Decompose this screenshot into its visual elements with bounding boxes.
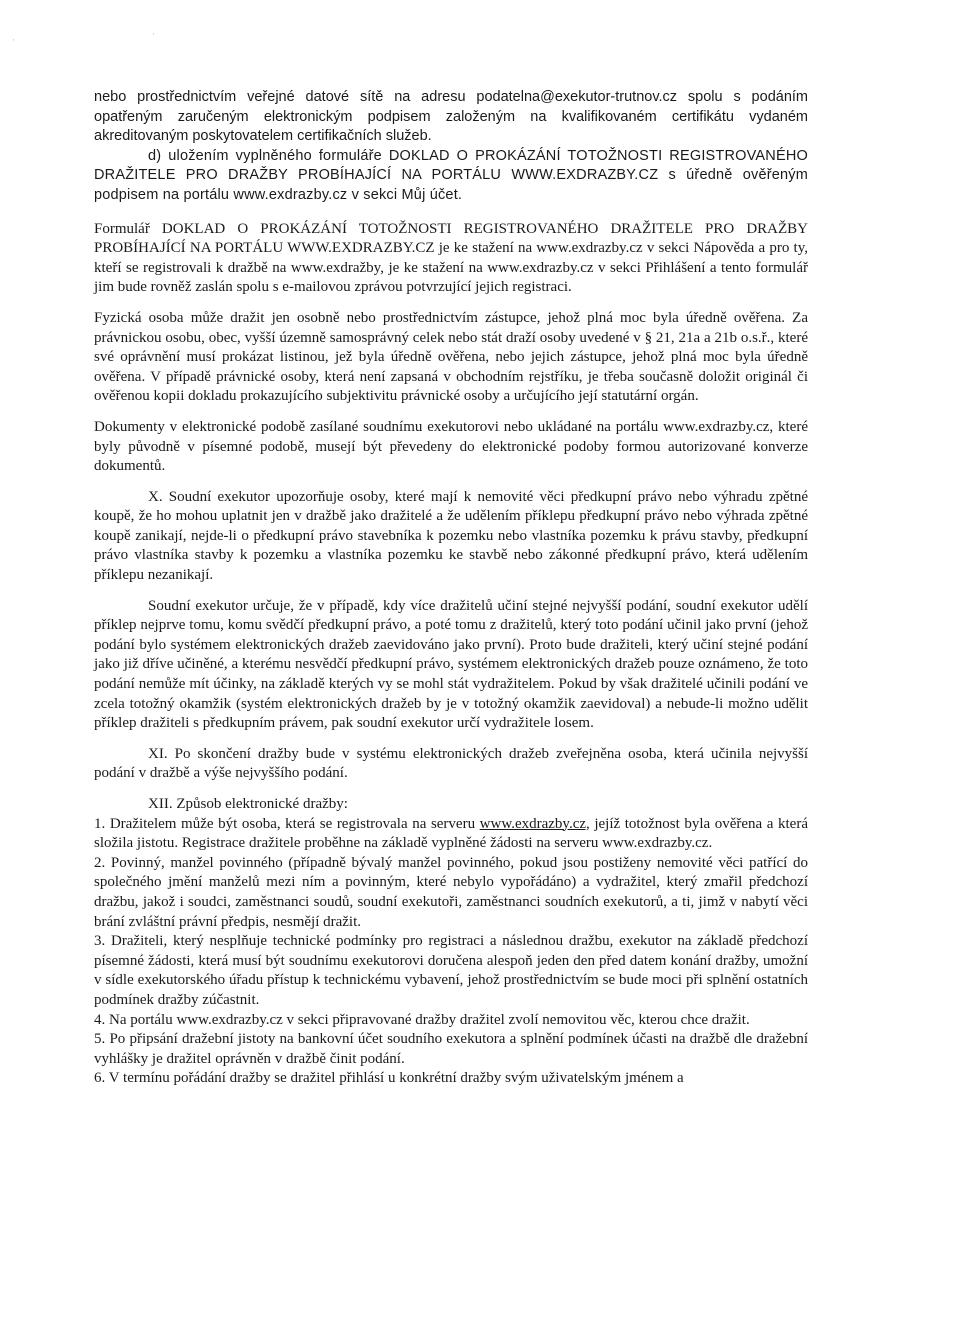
- scan-speck: ·: [152, 29, 155, 39]
- list-item-3: 3. Dražiteli, který nesplňuje technické podmínky pro registraci a následnou dražbu, exekutor na základě předchozí písemné žádosti, která musí být soudnímu exekutorovi doručena alespoň jeden den před datem konání dražby, umožní v sídle exekutorského úřadu přístup k technickému vybavení, jehož prostřednictvím se bude moci při splnění ostatních podmínek dražby zúčastnit.: [94, 933, 808, 1008]
- document-body: [94, 88, 808, 1089]
- list-item-1-start: 1. Dražitelem může být osoba, která se registrovala na serveru: [94, 815, 480, 832]
- exdrazby-link[interactable]: www.exdrazby.cz,: [479, 815, 590, 832]
- list-item-5: 5. Po připsání dražební jistoty na bankovní účet soudního exekutora a splnění podmínek účasti na dražbě dle dražební vyhlášky je dražitel oprávněn v dražbě činit podání.: [94, 1031, 808, 1067]
- paragraph-form-download: Formulář DOKLAD O PROKÁZÁNÍ TOTOŽNOSTI REGISTROVANÉHO DRAŽITELE PRO DRAŽBY PROBÍHAJÍCÍ NA PORTÁLU WWW.EXDRAZBY.CZ je ke stažení na www.exdrazby.cz v sekci Nápověda a pro ty, kteří se registrovali k dražbě na www.exdražby, je ke stažení na www.exdrazby.cz v sekci Přihlášení a tento formulář jim bude rovněž zaslán spolu s e-mailovou zprávou potvrzující jejich registraci.: [94, 220, 808, 296]
- section-xii-heading: XII. Způsob elektronické dražby:: [148, 796, 348, 812]
- section-xi-result: XI. Po skončení dražby bude v systému elektronických dražeb zveřejněna osoba, která učinila nejvyšší podání v dražbě a výše nejvyššího podání.: [94, 745, 808, 782]
- list-item-6: 6. V termínu pořádání dražby se dražitel přihlásí u konkrétní dražby svým uživatelským jménem a: [94, 1070, 684, 1087]
- form-upload-rest: s úředně ověřeným podpisem na portálu www.exdrazby.cz v sekci Můj účet.: [94, 167, 808, 203]
- paragraph-electronic-documents: Dokumenty v elektronické podobě zasílané soudnímu exekutorovi nebo ukládané na portálu www.exdrazby.cz, které byly původně v písemné podobě, musejí být převedeny do elektronické podoby formou autorizované konverze dokumentů.: [94, 418, 808, 475]
- scan-speck: ·: [12, 35, 15, 45]
- paragraph-equal-bids: Soudní exekutor určuje, že v případě, kdy více dražitelů učiní stejné nejvyšší podání, soudní exekutor udělí příklep nejprve tomu, komu svědčí předkupní právo, a poté tomu z dražitelů, který toto podání učinil jako první (jehož podání bylo systémem elektronických dražeb zaevidováno jako první). Proto bude dražiteli, který učiní stejné podání jako již dříve učiněné, a kterému nesvědčí předkupní právo, systémem elektronických dražeb pouze oznámeno, že toto podání nemůže mít účinky, na základě kterých vy se mohl stát vydražitelem. Pokud by však dražitelé učinili podání ve zcela totožný okamžik (systém elektronických dražeb by je v totožný okamžik zaevidoval) a nebude-li možno udělit příklep dražiteli s předkupním právem, pak soudní exekutor určí vydražitele losem.: [94, 597, 808, 732]
- section-x-preemption-right: X. Soudní exekutor upozorňuje osoby, které mají k nemovité věci předkupní právo nebo výhradu zpětné koupě, že ho mohou uplatnit jen v dražbě jako dražitelé a že udělením příklepu předkupní právo nebo výhrada zpětné koupě zanikají, nejde-li o předkupní právo stavebníka k pozemku nebo vlastníka pozemku k právu stavby, předkupní právo vlastníka stavby k pozemku a vlastníka pozemku ke stavbě nebo zákonné předkupní právo, která udělením příklepu nezanikají.: [94, 488, 808, 584]
- paragraph-electronic-submission: nebo prostřednictvím veřejné datové sítě na adresu podatelna@exekutor-trutnov.cz spolu s podáním opatřeným zaručeným elektronickým podpisem založeným na kvalifikovaném certifikátu vydaném akreditovaným poskytovatelem certifikačních služeb.: [94, 89, 808, 145]
- list-item-4: 4. Na portálu www.exdrazby.cz v sekci připravované dražby dražitel zvolí nemovitou věc, kterou chce dražit.: [94, 1011, 750, 1028]
- list-item-2: 2. Povinný, manžel povinného (případně bývalý manžel povinného, pokud jsou postiženy nemovité věci patřící do společného jmění manželů mezi ním a povinným, které nebylo vypořádáno) a vydražitel, který zmařil předchozí dražbu, jakož i soudci, zaměstnanci soudů, soudní exekutoři, zaměstnanci soudních exekutorů, a ti, jimž v nabytí věci brání zvláštní právní předpis, nesmějí dražit.: [94, 854, 808, 930]
- list-item-1-end: jejíž totožnost byla ověřena a která složila jistotu. Registrace dražitele proběhne na základě vyplněné žádosti na serveru www.exdrazby.cz.: [94, 815, 808, 852]
- paragraph-natural-person: Fyzická osoba může dražit jen osobně nebo prostřednictvím zástupce, jehož plná moc byla úředně ověřena. Za právnickou osobu, obec, vyšší územně samosprávný celek nebo stát draží osoby uvedené v § 21, 21a a 21b o.s.ř., které své oprávnění musí prokázat listinou, jež byla úředně ověřena, nebo jejich zástupce, jehož plná moc byla úředně ověřena. V případě právnické osoby, která není zapsaná v obchodním rejstříku, je třeba současně doložit originál či ověřenou kopii dokladu prokazujícího subjektivitu právnické osoby a určujícího její statutární orgán.: [94, 309, 808, 405]
- list-item-1: [94, 815, 808, 854]
- form-upload-title: d) uložením vyplněného formuláře DOKLAD O PROKÁZÁNÍ TOTOŽNOSTI REGISTROVANÉHO DRAŽITELE PRO DRAŽBY PROBÍHAJÍCÍ NA PORTÁLU WWW.EXDRAZBY.CZ: [94, 147, 808, 184]
- paragraph-form-upload: [94, 147, 808, 206]
